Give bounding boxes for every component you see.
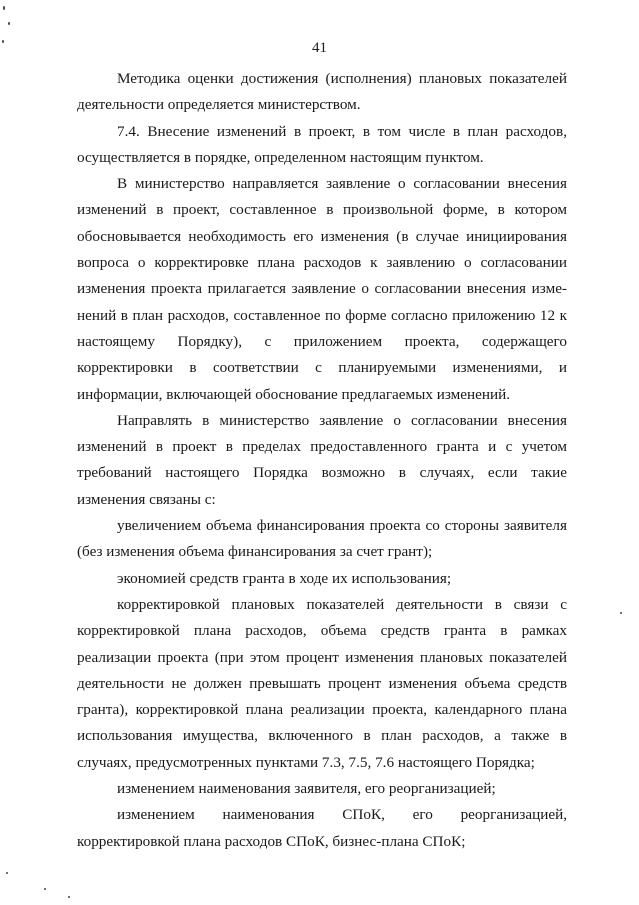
- text-line: увеличением объема финансирования проекта со стороны заявителя: [117, 517, 567, 535]
- text-line: Методика оценки достижения (исполнения) плановых показателей: [117, 70, 567, 87]
- text-line: информации, включающей обоснование предлагаемых изменений.: [77, 385, 511, 403]
- text-line: гранта), корректировкой плана реализации проекта, календарного плана: [77, 701, 567, 719]
- text-line: корректировкой плана расходов, объема средств гранта в рамках: [77, 622, 567, 640]
- scan-mark: [8, 22, 10, 25]
- text-line: реализации проекта (при этом процент изменения плановых показателей: [77, 648, 567, 666]
- text-line: экономией средств гранта в ходе их использования;: [117, 569, 452, 587]
- paragraph: [77, 802, 567, 855]
- text-line: случаях, предусмотренных пунктами 7.3, 7.5, 7.6 настоящего Порядка;: [77, 753, 535, 771]
- text-line: изменения проекта прилагается заявление о согласовании внесения изме-: [77, 280, 567, 298]
- paragraph: [77, 119, 567, 172]
- paragraph: [77, 776, 567, 802]
- text-line: настоящему Порядку), с приложением проекта, содержащего: [77, 332, 567, 350]
- text-line: деятельности определяется министерством.: [77, 96, 361, 114]
- text-line: корректировкой плана расходов СПоК, бизнес-плана СПоК;: [77, 832, 466, 850]
- paragraph: [77, 592, 567, 776]
- text-line: изменений в проект, составленное в произвольной форме, в котором: [77, 201, 567, 219]
- text-line: требований настоящего Порядка возможно в случаях, если такие: [77, 464, 567, 482]
- text-line: нений в план расходов, составленное по форме согласно приложению 12 к: [77, 306, 567, 324]
- paragraph: [77, 66, 567, 119]
- scan-mark: [2, 40, 4, 43]
- text-line: В министерство направляется заявление о согласовании внесения: [117, 175, 567, 193]
- page-number: 41: [312, 40, 327, 56]
- text-line: использования имущества, включенного в план расходов, а также в: [77, 727, 567, 745]
- body-text: [77, 66, 567, 855]
- text-line: изменением наименования СПоК, его реорганизацией,: [117, 806, 567, 824]
- paragraph: [77, 566, 567, 592]
- text-line: 7.4. Внесение изменений в проект, в том числе в план расходов,: [117, 122, 567, 140]
- paragraph: [77, 171, 567, 408]
- text-line: Направлять в министерство заявление о согласовании внесения: [117, 411, 567, 429]
- text-line: корректировкой плановых показателей деятельности в связи с: [117, 595, 567, 613]
- text-line: осуществляется в порядке, определенном настоящим пунктом.: [77, 148, 484, 166]
- paragraph: [77, 513, 567, 566]
- text-line: корректировки в соответствии с планируемыми изменениями, и: [77, 359, 567, 377]
- text-line: изменения связаны с:: [77, 490, 216, 508]
- text-line: изменением наименования заявителя, его реорганизацией;: [117, 780, 496, 798]
- scan-mark: [68, 896, 70, 898]
- text-line: обосновывается необходимость его изменения (в случае инициирования: [77, 227, 567, 245]
- scan-mark: [6, 872, 8, 874]
- text-line: вопроса о корректировке плана расходов к заявлению о согласовании: [77, 254, 567, 272]
- text-line: изменений в проект в пределах предоставленного гранта и с учетом: [77, 438, 567, 456]
- scan-mark: [3, 6, 5, 10]
- text-line: (без изменения объема финансирования за счет грант);: [77, 543, 433, 561]
- scan-mark: [44, 888, 46, 890]
- text-line: деятельности не должен превышать процент изменения объема средств: [77, 674, 567, 692]
- paragraph: [77, 408, 567, 513]
- scan-mark: [620, 612, 622, 614]
